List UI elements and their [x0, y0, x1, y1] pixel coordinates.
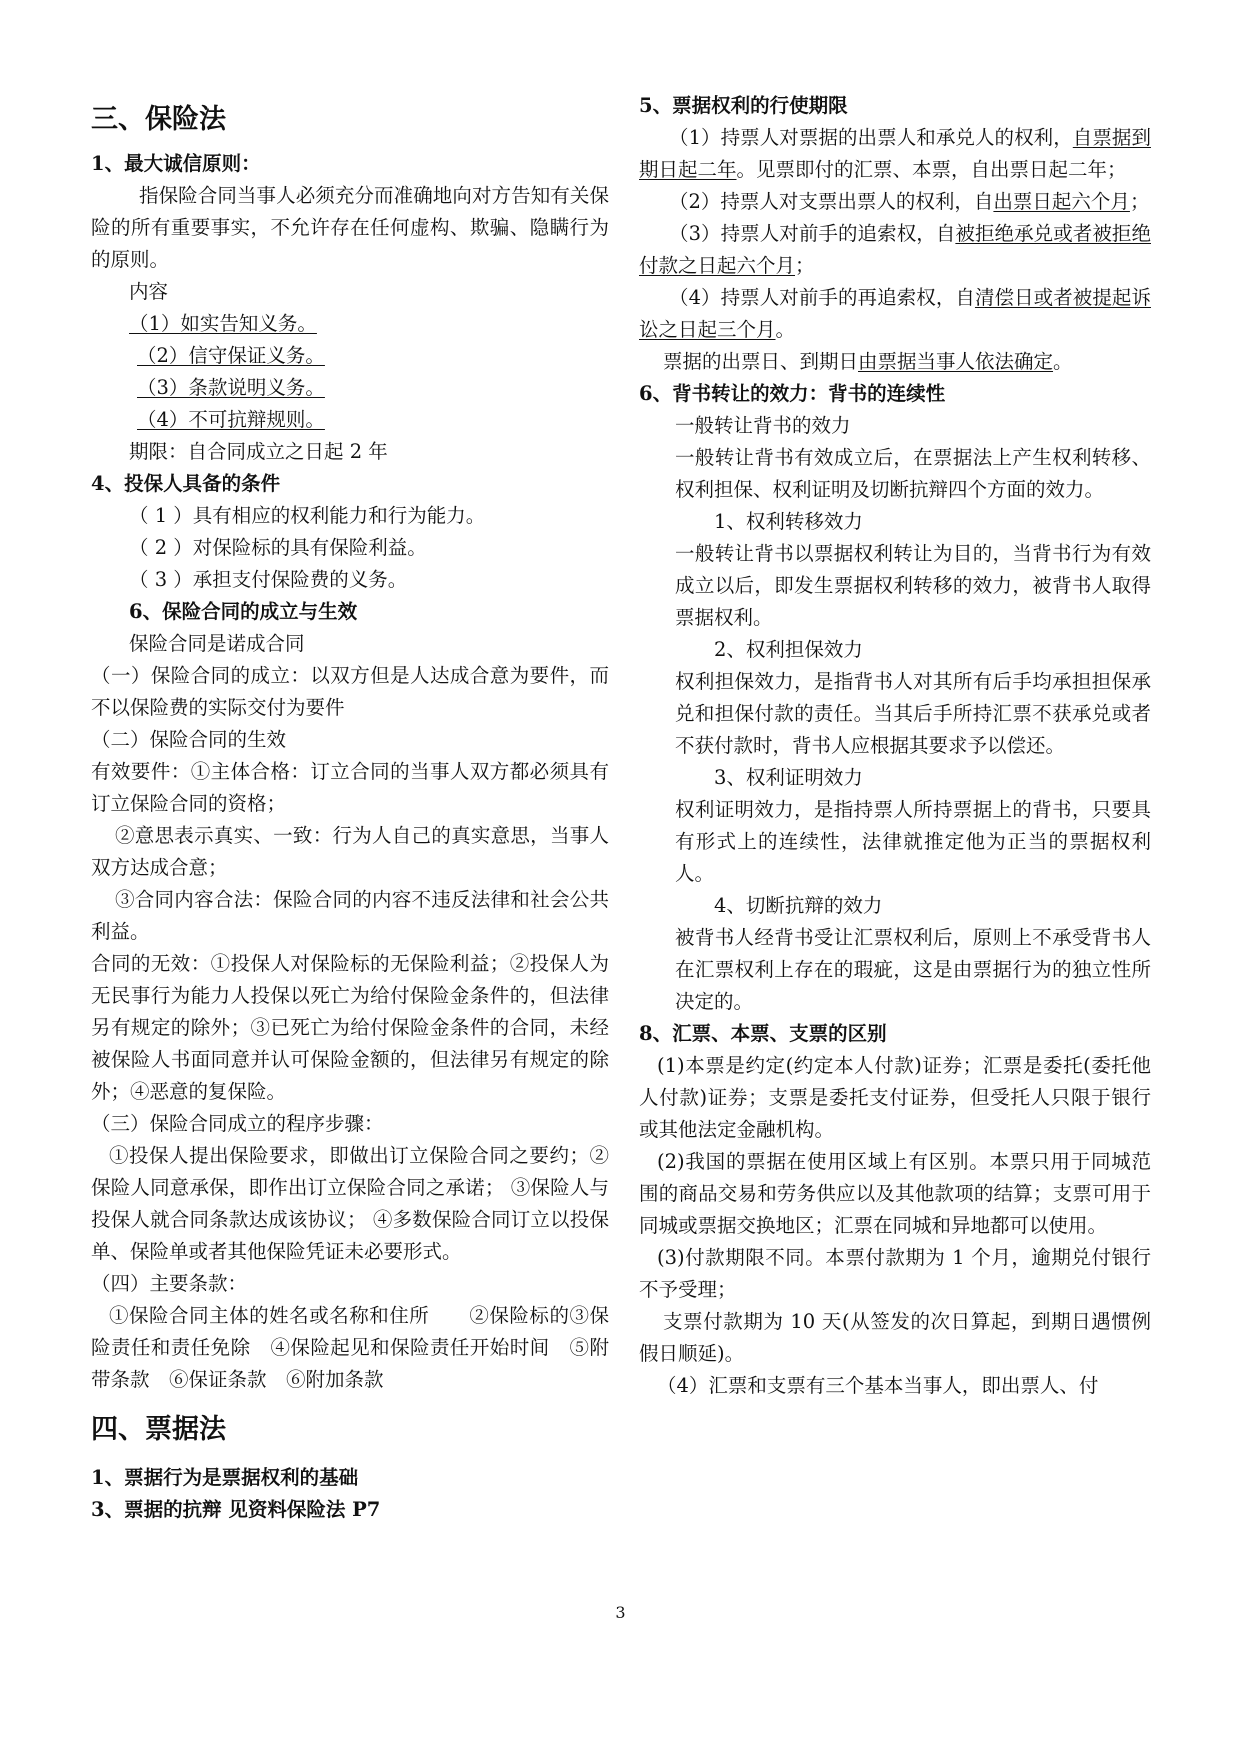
contract-intro: 保险合同是诺成合同: [129, 632, 305, 655]
difference-3-cont: 支票付款期为 10 天(从签发的次日算起，到期日遇惯例假日顺延)。: [639, 1310, 1151, 1365]
good-faith-item: [91, 372, 609, 404]
effect-text-transfer: 一般转让背书以票据权利转让为目的，当背书行为有效成立以后，即发生票据权利转移的效力，被背书人取得票据权利。: [675, 542, 1151, 629]
good-faith-item: [91, 404, 609, 436]
endorsement-subheading: 一般转让背书的效力: [675, 414, 851, 437]
text-run: （1）持票人对票据的出票人和承兑人的权利，: [669, 126, 1073, 149]
good-faith-item-text: （1）如实告知义务。: [129, 312, 317, 335]
heading-bill-differences: 8、汇票、本票、支票的区别: [639, 1022, 887, 1045]
effect-text-guarantee: 权利担保效力，是指背书人对其所有后手均承担担保承兑和担保付款的责任。当其后手所持汇票不获承兑或者不获付款时，背书人应根据其要求予以偿还。: [675, 670, 1151, 757]
exercise-period-1: [639, 122, 1151, 186]
invalid-contract-text: 合同的无效：①投保人对保险标的无保险利益；②投保人为无民事行为能力人投保以死亡为给付保险金条件的，但法律另有规定的除外；③已死亡为给付保险金条件的合同，未经被保险人书面同意并认可保险金额的，但法律另有规定的除外；④恶意的复保险。: [91, 952, 609, 1103]
exercise-period-2: [639, 186, 1151, 218]
valid-requirement-3: ③合同内容合法：保险合同的内容不违反法律和社会公共利益。: [91, 888, 609, 943]
section-title-negotiable-instruments-law: 四、票据法: [91, 1414, 226, 1445]
heading-instrument-act-basis: 1、票据行为是票据权利的基础: [91, 1466, 359, 1489]
good-faith-definition: 指保险合同当事人必须充分而准确地向对方告知有关保险的所有重要事实，不允许存在任何虚构、欺骗、隐瞒行为的原则。: [91, 184, 609, 271]
underlined-text: 出票日起六个月: [993, 190, 1130, 213]
main-clauses-heading: （四）主要条款：: [91, 1272, 248, 1295]
contract-effect-heading: （二）保险合同的生效: [91, 728, 287, 751]
endorsement-body: [639, 410, 1151, 1018]
text-run: （2）持票人对支票出票人的权利，自: [669, 190, 994, 213]
contract-formation-text: （一）保险合同的成立：以双方但是人达成合意为要件，而不以保险费的实际交付为要件: [91, 664, 609, 719]
effect-heading-transfer: 1、权利转移效力: [714, 510, 863, 533]
heading-contract-formation: 6、保险合同的成立与生效: [129, 600, 358, 623]
exercise-period-4: [639, 282, 1151, 346]
good-faith-item: [91, 340, 609, 372]
endorsement-text: 一般转让背书有效成立后，在票据法上产生权利转移、权利担保、权利证明及切断抗辩四个方面的效力。: [675, 446, 1151, 501]
difference-2: (2)我国的票据在使用区域上有区别。本票只用于同城范围的商品交易和劳务供应以及其他款项的结算；支票可用于同城或票据交换地区；汇票在同城和异地都可以使用。: [639, 1150, 1151, 1237]
section-title-insurance-law: 三、保险法: [91, 104, 226, 135]
text-run: （3）持票人对前手的追索权，自: [669, 222, 956, 245]
condition-item: （ 2 ）对保险标的具有保险利益。: [129, 536, 427, 559]
formation-steps-heading: （三）保险合同成立的程序步骤：: [91, 1112, 384, 1135]
good-faith-item-text: （2）信守保证义务。: [137, 344, 325, 367]
underlined-text: 清偿日或者被提起诉讼之日起三个月: [639, 286, 1151, 341]
text-run: ；: [795, 254, 815, 277]
text-run: 。: [1053, 350, 1073, 373]
right-column: [639, 90, 1151, 1402]
text-run: 。见票即付的汇票、本票，自出票日起二年；: [736, 158, 1127, 181]
exercise-period-3: [639, 218, 1151, 282]
difference-1: (1)本票是约定(约定本人付款)证券；汇票是委托(委托他人付款)证券；支票是委托支付证券，但受托人只限于银行或其他法定金融机构。: [639, 1054, 1151, 1141]
effect-heading-proof: 3、权利证明效力: [714, 766, 863, 789]
heading-exercise-period: 5、票据权利的行使期限: [639, 94, 848, 117]
text-run: 。: [775, 318, 796, 341]
formation-steps-text: ①投保人提出保险要求，即做出订立保险合同之要约；②保险人同意承保，即作出订立保险合同之承诺； ③保险人与投保人就合同条款达成该协议； ④多数保险合同订立以投保单、保险单或者其他保险凭证未必要形式。: [91, 1144, 609, 1263]
underlined-text: 由票据当事人依法确定: [858, 350, 1054, 373]
difference-4: （4）汇票和支票有三个基本当事人，即出票人、付: [657, 1374, 1099, 1397]
text-run: ；: [1129, 190, 1150, 213]
text-run: （4）持票人对前手的再追索权，自: [669, 286, 975, 309]
good-faith-item-text: （3）条款说明义务。: [137, 376, 325, 399]
exercise-period-5: [639, 346, 1151, 378]
condition-item: （ 3 ）承担支付保险费的义务。: [129, 568, 408, 591]
heading-policyholder-conditions: 4、投保人具备的条件: [91, 472, 281, 495]
effect-heading-guarantee: 2、权利担保效力: [714, 638, 863, 661]
effect-text-defense-cutoff: 被背书人经背书受让汇票权利后，原则上不承受背书人在汇票权利上存在的瑕疵，这是由票据行为的独立性所决定的。: [675, 926, 1151, 1013]
page-number: 3: [615, 1603, 626, 1622]
content-label: 内容: [129, 280, 169, 303]
left-column: [91, 88, 609, 1526]
valid-requirements-text: 有效要件：①主体合格：订立合同的当事人双方都必须具有订立保险合同的资格；: [91, 760, 609, 815]
valid-requirement-2: ②意思表示真实、一致：行为人自己的真实意思，当事人双方达成合意；: [91, 824, 609, 879]
good-faith-period: 期限：自合同成立之日起 2 年: [129, 440, 388, 463]
underlined-text: 被拒绝承兑或者被拒绝付款之日起六个月: [639, 222, 1151, 277]
effect-text-proof: 权利证明效力，是指持票人所持票据上的背书，只要具有形式上的连续性，法律就推定他为正当的票据权利人。: [675, 798, 1151, 885]
effect-heading-defense-cutoff: 4、切断抗辩的效力: [714, 894, 883, 917]
main-clauses-text: ①保险合同主体的姓名或名称和住所 ②保险标的③保险责任和责任免除 ④保险起见和保险责任开始时间 ⑤附带条款 ⑥保证条款 ⑥附加条款: [91, 1304, 609, 1391]
good-faith-item: [91, 308, 609, 340]
good-faith-item-text: （4）不可抗辩规则。: [137, 408, 325, 431]
text-run: 票据的出票日、到期日: [663, 350, 859, 373]
heading-endorsement-effect: 6、背书转让的效力：背书的连续性: [639, 382, 946, 405]
heading-utmost-good-faith: 1、最大诚信原则：: [91, 152, 261, 175]
condition-item: （ 1 ）具有相应的权利能力和行为能力。: [129, 504, 486, 527]
difference-3: (3)付款期限不同。本票付款期为 1 个月，逾期兑付银行不予受理；: [639, 1246, 1151, 1301]
underlined-text: 自票据到期日起二年: [639, 126, 1151, 181]
heading-instrument-defense: 3、票据的抗辩 见资料保险法 P7: [91, 1498, 381, 1521]
